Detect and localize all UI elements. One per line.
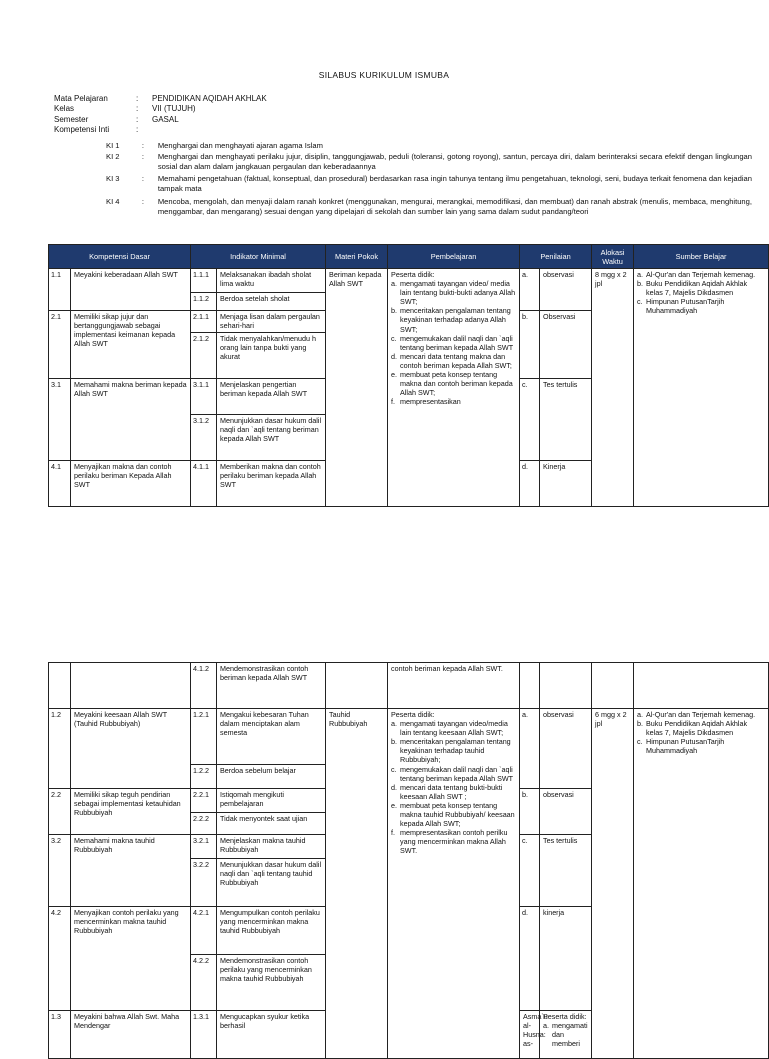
table-header-row [49, 245, 769, 269]
ki-4: KI 4 : Mencoba, mengolah, dan menyaji dalam ranah konkret (menggunakan, mengurai, merangkai, memodifikasi, dan membuat) dan ranah abstrak (menulis, membaca, menghitung, menggambar, dan mengarang) sesuai dengan yang dipelajari di sekolah dan sumber lain yang sama dalam sudut pandang/teori [106, 197, 752, 216]
ki-3: KI 3 : Memahami pengetahuan (faktual, konseptual, dan prosedural) berdasarkan rasa ingin tahunya tentang ilmu pengetahuan, teknologi, seni, budaya terkait fenomena dan kejadian tampak mata [106, 174, 752, 193]
header-penilaian: Penilaian [520, 245, 592, 269]
table-row: 3.2.2 Menunjukkan dasar hukum dalil naqli dan `aqli tentang tauhid Rubbubiyah [49, 859, 769, 907]
table-row: 4.1 Menyajikan makna dan contoh perilaku beriman Kepada Allah SWT 4.1.1 Memberikan makna dan contoh perilaku beriman kepada Allah SWT d. Kinerja [49, 461, 769, 507]
header-alokasi: Alokasi Waktu [592, 245, 634, 269]
header-indikator: Indikator Minimal [191, 245, 326, 269]
ki-1: KI 1 : Menghargai dan menghayati ajaran agama Islam [106, 141, 323, 150]
table-row: 1.1 Meyakini keberadaan Allah SWT 1.1.1 Melaksanakan ibadah sholat lima waktu Beriman kepada Allah SWT Peserta didik: a. mengamati tayangan video/ media lain tentang bukti-bukti adanya Allah SWT; b. menceritakan pengalaman tentang keyakinan terhadap adanya Allah SWT; c. mengemukakan dalil naqli dan `aqli tentang beriman kepada Allah SWT d. mencari data tentang makna dan contoh beriman kepada Allah SWT; e. membuat peta konsep tentang makna dan contoh beriman kepada Allah SWT; f. mempresentasikan a. observasi 8 mgg x 2 jpl a. Al-Qur'an dan Terjemah kemenag. b. Buku Pendidikan Aqidah Akhlak kelas 7, Majelis Dikdasmen c. Himpunan PutusanTarjih Muhammadiyah [49, 269, 769, 293]
table-row: 1.1.2 Berdoa setelah sholat [49, 293, 769, 311]
document-title: SILABUS KURIKULUM ISMUBA [318, 70, 450, 80]
pembelajaran-cell: Peserta didik: a. mengamati tayangan video/ media lain tentang bukti-bukti adanya Allah SWT; b. menceritakan pengalaman tentang keyakinan terhadap adanya Allah SWT; c. mengemukakan dalil naqli dan `aqli tentang beriman kepada Allah SWT d. mencari data tentang makna dan contoh beriman kepada Allah SWT; e. membuat peta konsep tentang makna dan contoh beriman kepada Allah SWT; f. mempresentasikan [388, 269, 520, 507]
header-materi: Materi Pokok [326, 245, 388, 269]
info-row-semester: Semester : GASAL [54, 114, 179, 124]
table-row: 3.2 Memahami makna tauhid Rubbubiyah 3.2.1 Menjelaskan makna tauhid Rubbubiyah c. Tes tertulis [49, 835, 769, 859]
header-sumber: Sumber Belajar [634, 245, 769, 269]
syllabus-table-2 [48, 662, 769, 1059]
ki-2: KI 2 : Menghargai dan menghayati perilaku jujur, disiplin, tanggungjawab, peduli (toleransi, gotong royong), santun, percaya diri, dalam berinteraksi secara efektif dengan lingkungan sosial dan alam dalam jangkauan pergaulan dan keberadaannya [106, 152, 752, 171]
table-row: 2.2.2 Tidak menyontek saat ujian [49, 813, 769, 835]
sumber-cell-2: a. Al-Qur'an dan Terjemah kemenag. b. Buku Pendidikan Aqidah Akhlak kelas 7, Majelis Dikdasmen c. Himpunan PutusanTarjih Muhammadiyah [634, 709, 769, 1059]
subject-info [54, 94, 267, 135]
table-row: 3.1 Memahami makna beriman kepada Allah SWT 3.1.1 Menjelaskan pengertian beriman kepada Allah SWT c. Tes tertulis [49, 379, 769, 415]
syllabus-table-1 [48, 244, 769, 507]
table-row: 2.2 Memiliki sikap teguh pendirian sebagai implementasi ketauhidan Rubbubiyah 2.2.1 Istiqomah mengikuti pembelajaran b. observasi [49, 789, 769, 813]
pembelajaran-cell-2: Peserta didik: a. mengamati tayangan video/media lain tentang keesaan Allah SWT; b. menceritakan pengalaman tentang keyakinan terhadap tauhid Rubbubiyah; c. mengemukakan dalil naqli dan `aqli tentang beriman kepada Allah SWT d. mencari data tentang bukti-bukti keesaan Allah SWT ; e. membuat peta konsep tentang makna tauhid Rubbubiyah/ keesaan kepada Allah SWT; f. mempresentasikan contoh perilku yang mencerminkan makna Allah SWT. [388, 709, 520, 1059]
info-row-class: Kelas : VII (TUJUH) [54, 104, 196, 114]
table-row: 2.1.2 Tidak menyalahkan/menudu h orang lain tanpa bukti yang akurat [49, 333, 769, 379]
header-kd: Kompetensi Dasar [49, 245, 191, 269]
info-row-subject: Mata Pelajaran : PENDIDIKAN AQIDAH AKHLAK [54, 94, 267, 103]
table-row: 1.2.2 Berdoa sebelum belajar [49, 765, 769, 789]
table-row: 3.1.2 Menunjukkan dasar hukum dalil naqli dan `aqli tentang beriman kepada Allah SWT [49, 415, 769, 461]
sumber-cell: a. Al-Qur'an dan Terjemah kemenag. b. Buku Pendidikan Aqidah Akhlak kelas 7, Majelis Dikdasmen c. Himpunan PutusanTarjih Muhammadiyah [634, 269, 769, 507]
table-row: 4.2 Menyajikan contoh perilaku yang mencerminkan makna tauhid Rubbubiyah 4.2.1 Mengumpulkan contoh perilaku yang mencerminkan makna tauhid Rubbubiyah d. kinerja [49, 907, 769, 955]
table-row: 1.3 Meyakini bahwa Allah Swt. Maha Mendengar 1.3.1 Mengucapkan syukur ketika berhasil Asma`u al-Husna: as- Peserta didik: a. mengamati dan memberi [49, 1011, 769, 1059]
table-row: 1.2 Meyakini keesaan Allah SWT (Tauhid Rubbubiyah) 1.2.1 Mengakui kebesaran Tuhan dalam menciptakan alam semesta Tauhid Rubbubiyah Peserta didik: a. mengamati tayangan video/media lain tentang keesaan Allah SWT; b. menceritakan pengalaman tentang keyakinan terhadap tauhid Rubbubiyah; c. mengemukakan dalil naqli dan `aqli tentang beriman kepada Allah SWT d. mencari data tentang bukti-bukti keesaan Allah SWT ; e. membuat peta konsep tentang makna tauhid Rubbubiyah/ keesaan kepada Allah SWT; f. mempresentasikan contoh perilku yang mencerminkan makna Allah SWT. a. observasi 6 mgg x 2 jpl a. Al-Qur'an dan Terjemah kemenag. b. Buku Pendidikan Aqidah Akhlak kelas 7, Majelis Dikdasmen c. Himpunan PutusanTarjih Muhammadiyah [49, 709, 769, 765]
table-row: 4.2.2 Mendemonstrasikan contoh perilaku yang mencerminkan makna tauhid Rubbubiyah [49, 955, 769, 1011]
info-row-ki: Kompetensi Inti : [54, 124, 139, 134]
table-row: 2.1 Memiliki sikap jujur dan bertanggungjawab sebagai implementasi keimanan kepada Allah SWT 2.1.1 Menjaga lisan dalam pergaulan sehari-hari b. Observasi [49, 311, 769, 333]
table-row: 4.1.2 Mendemonstrasikan contoh beriman kepada Allah SWT contoh beriman kepada Allah SWT. [49, 663, 769, 709]
header-pembelajaran: Pembelajaran [388, 245, 520, 269]
